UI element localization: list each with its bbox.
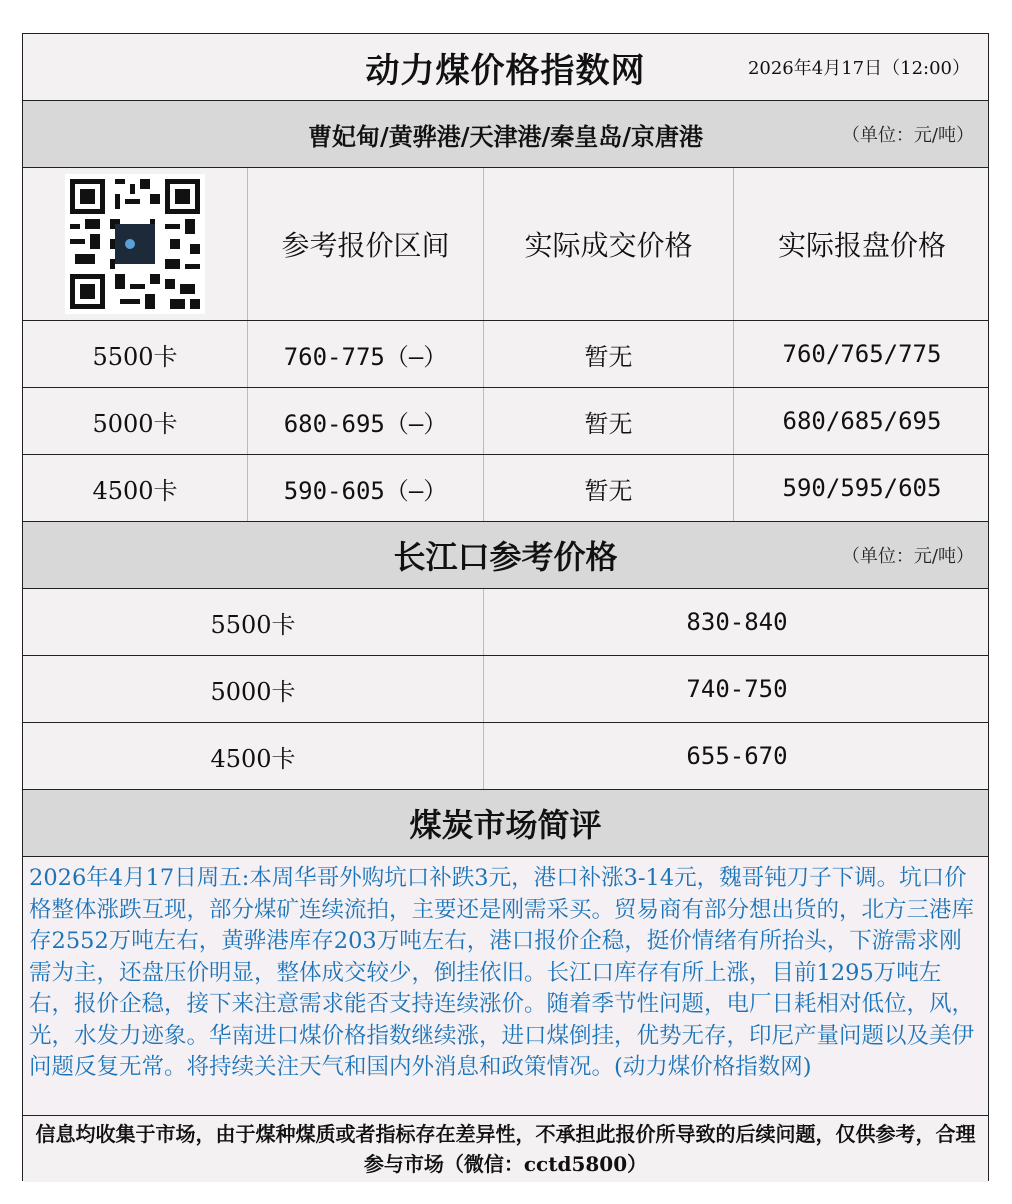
- col-reference-range: 参考报价区间: [247, 168, 483, 320]
- deal-cell: 暂无: [483, 455, 733, 521]
- range-cell: 760-775（—）: [247, 321, 483, 387]
- offer-cell: 760/765/775: [733, 321, 990, 387]
- yangtze-title-row: [23, 522, 988, 589]
- deal-cell: 暂无: [483, 388, 733, 454]
- ports-title: 曹妃甸/黄骅港/天津港/秦皇岛/京唐港: [307, 121, 704, 151]
- deal-cell: 暂无: [483, 321, 733, 387]
- grade-cell: 5000卡: [210, 677, 296, 706]
- table-row: [23, 723, 988, 790]
- review-title: 煤炭市场简评: [409, 806, 602, 844]
- ports-row: [23, 101, 988, 168]
- col-actual-deal: 实际成交价格: [483, 168, 733, 320]
- range-cell: 680-695（—）: [247, 388, 483, 454]
- price-cell: 740-750: [483, 656, 990, 722]
- qr-code-icon: [65, 174, 205, 314]
- col-actual-offer: 实际报盘价格: [733, 168, 990, 320]
- offer-cell: 680/685/695: [733, 388, 990, 454]
- review-body: [23, 857, 988, 1116]
- report-datetime: 2026年4月17日（12:00）: [747, 58, 970, 79]
- title-row: [23, 34, 988, 101]
- column-header-row: [23, 168, 988, 321]
- grade-cell: 5000卡: [92, 409, 178, 438]
- unit-label: （单位：元/吨）: [841, 125, 974, 146]
- grade-cell: 5500卡: [92, 342, 178, 371]
- price-sheet: [22, 33, 989, 1181]
- review-text: 2026年4月17日周五:本周华哥外购坑口补跌3元，港口补涨3-14元，魏哥钝刀子下调。坑口价格整体涨跌互现，部分煤矿连续流拍，主要还是刚需采买。贸易商有部分想出货的，北方三港库存2552万吨左右，黄骅港库存203万吨左右，港口报价企稳，挺价情绪有所抬头，下游需求刚需为主，还盘压价明显，整体成交较少，倒挂依旧。长江口库存有所上涨，目前1295万吨左右，报价企稳，接下来注意需求能否支持连续涨价。随着季节性问题，电厂日耗相对低位，风，光，水发力迹象。华南进口煤价格指数继续涨，进口煤倒挂，优势无存，印尼产量问题以及美伊问题反复无常。将持续关注天气和国内外消息和政策情况。(动力煤价格指数网): [29, 865, 975, 1080]
- page-title: 动力煤价格指数网: [365, 50, 646, 91]
- grade-cell: 5500卡: [210, 610, 296, 639]
- yangtze-title: 长江口参考价格: [393, 538, 618, 576]
- range-cell: 590-605（—）: [247, 455, 483, 521]
- unit-label: （单位：元/吨）: [841, 546, 974, 567]
- grade-cell: 4500卡: [210, 744, 296, 773]
- grade-cell: 4500卡: [92, 476, 178, 505]
- footer: [23, 1116, 988, 1182]
- offer-cell: 590/595/605: [733, 455, 990, 521]
- table-row: [23, 589, 988, 656]
- price-cell: 830-840: [483, 589, 990, 655]
- review-title-row: [23, 790, 988, 857]
- qr-code-cell: [23, 168, 247, 320]
- table-row: [23, 455, 988, 522]
- table-row: [23, 388, 988, 455]
- disclaimer: 信息均收集于市场，由于煤种煤质或者指标存在差异性，不承担此报价所导致的后续问题，仅供参考，合理参与市场（微信：cctd5800）: [35, 1122, 976, 1176]
- table-row: [23, 321, 988, 388]
- table-row: [23, 656, 988, 723]
- price-cell: 655-670: [483, 723, 990, 789]
